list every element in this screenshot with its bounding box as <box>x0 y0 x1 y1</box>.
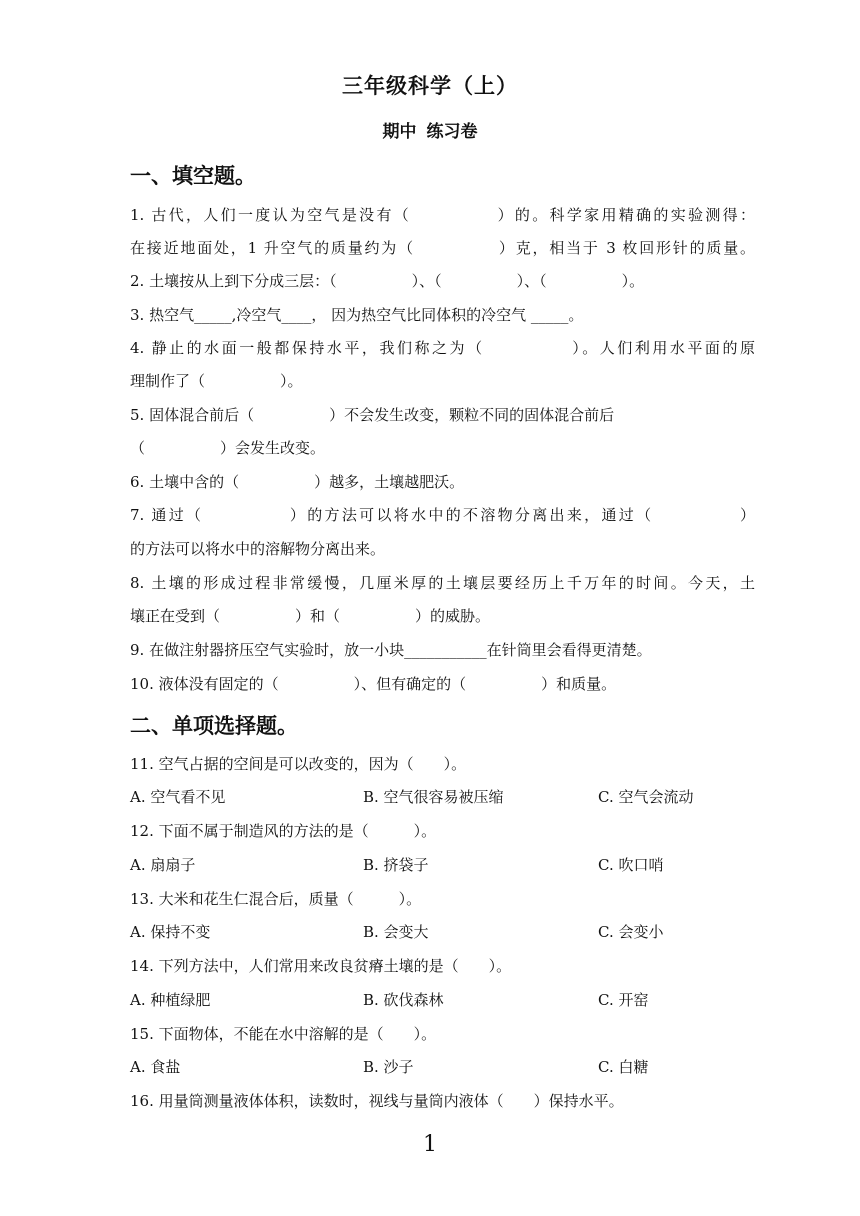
q11-option-c: C. 空气会流动 <box>598 788 694 806</box>
q12-option-a: A. 扇扇子 <box>130 856 196 874</box>
q13-option-a: A. 保持不变 <box>130 923 211 941</box>
page-title: 三年级科学（上） <box>342 74 518 98</box>
page-number: 1 <box>423 1132 437 1157</box>
question-16: 16. 用量筒测量液体体积，读数时，视线与量筒内液体（ ）保持水平。 <box>130 1092 624 1110</box>
section-heading-fill-in: 一、填空题。 <box>130 164 256 188</box>
page-subtitle: 期中 练习卷 <box>382 122 478 142</box>
fill-line-1: 1. 古代，人们一度认为空气是没有（ ）的。科学家用精确的实验测得： <box>130 206 755 224</box>
q14-option-b: B. 砍伐森林 <box>363 991 444 1009</box>
fill-line-9: 6. 土壤中含的（ ）越多，土壤越肥沃。 <box>130 473 465 491</box>
fill-line-10: 7. 通过（ ）的方法可以将水中的不溶物分离出来，通过（ ） <box>130 506 755 524</box>
section-heading-multiple-choice: 二、单项选择题。 <box>130 714 298 738</box>
q11-option-a: A. 空气看不见 <box>130 788 226 806</box>
question-14: 14. 下列方法中，人们常用来改良贫瘠土壤的是（ ）。 <box>130 957 512 975</box>
q15-option-a: A. 食盐 <box>130 1058 181 1076</box>
fill-line-3: 2. 土壤按从上到下分成三层：（ ）、（ ）、（ ）。 <box>130 272 645 290</box>
question-12: 12. 下面不属于制造风的方法的是（ ）。 <box>130 822 437 840</box>
fill-line-5: 4. 静止的水面一般都保持水平，我们称之为（ ）。人们利用水平面的原 <box>130 339 755 357</box>
q12-option-c: C. 吹口哨 <box>598 856 664 874</box>
fill-line-2: 在接近地面处，1 升空气的质量约为（ ）克，相当于 3 枚回形针的质量。 <box>130 239 755 257</box>
fill-line-14: 9. 在做注射器挤压空气实验时，放一小块___________在针筒里会看得更清楚。 <box>130 641 652 659</box>
fill-line-15: 10. 液体没有固定的（ ）、但有确定的（ ）和质量。 <box>130 675 617 693</box>
q12-option-b: B. 挤袋子 <box>363 856 429 874</box>
q15-option-b: B. 沙子 <box>363 1058 414 1076</box>
fill-line-8: （ ）会发生改变。 <box>130 439 326 457</box>
q11-option-b: B. 空气很容易被压缩 <box>363 788 504 806</box>
q13-option-c: C. 会变小 <box>598 923 664 941</box>
q14-option-a: A. 种植绿肥 <box>130 991 211 1009</box>
question-11: 11. 空气占据的空间是可以改变的，因为（ ）。 <box>130 755 467 773</box>
fill-line-13: 壤正在受到（ ）和（ ）的威胁。 <box>130 607 491 625</box>
fill-line-12: 8. 土壤的形成过程非常缓慢，几厘米厚的土壤层要经历上千万年的时间。今天，土 <box>130 574 755 592</box>
fill-line-7: 5. 固体混合前后（ ）不会发生改变，颗粒不同的固体混合前后 <box>130 406 615 424</box>
question-15: 15. 下面物体，不能在水中溶解的是（ ）。 <box>130 1025 437 1043</box>
question-13: 13. 大米和花生仁混合后，质量（ ）。 <box>130 890 422 908</box>
q15-option-c: C. 白糖 <box>598 1058 649 1076</box>
fill-line-4: 3. 热空气_____,冷空气____， 因为热空气比同体积的冷空气 _____。 <box>130 306 584 324</box>
fill-line-11: 的方法可以将水中的溶解物分离出来。 <box>130 540 386 558</box>
fill-line-6: 理制作了（ ）。 <box>130 372 303 390</box>
q13-option-b: B. 会变大 <box>363 923 429 941</box>
q14-option-c: C. 开窑 <box>598 991 649 1009</box>
